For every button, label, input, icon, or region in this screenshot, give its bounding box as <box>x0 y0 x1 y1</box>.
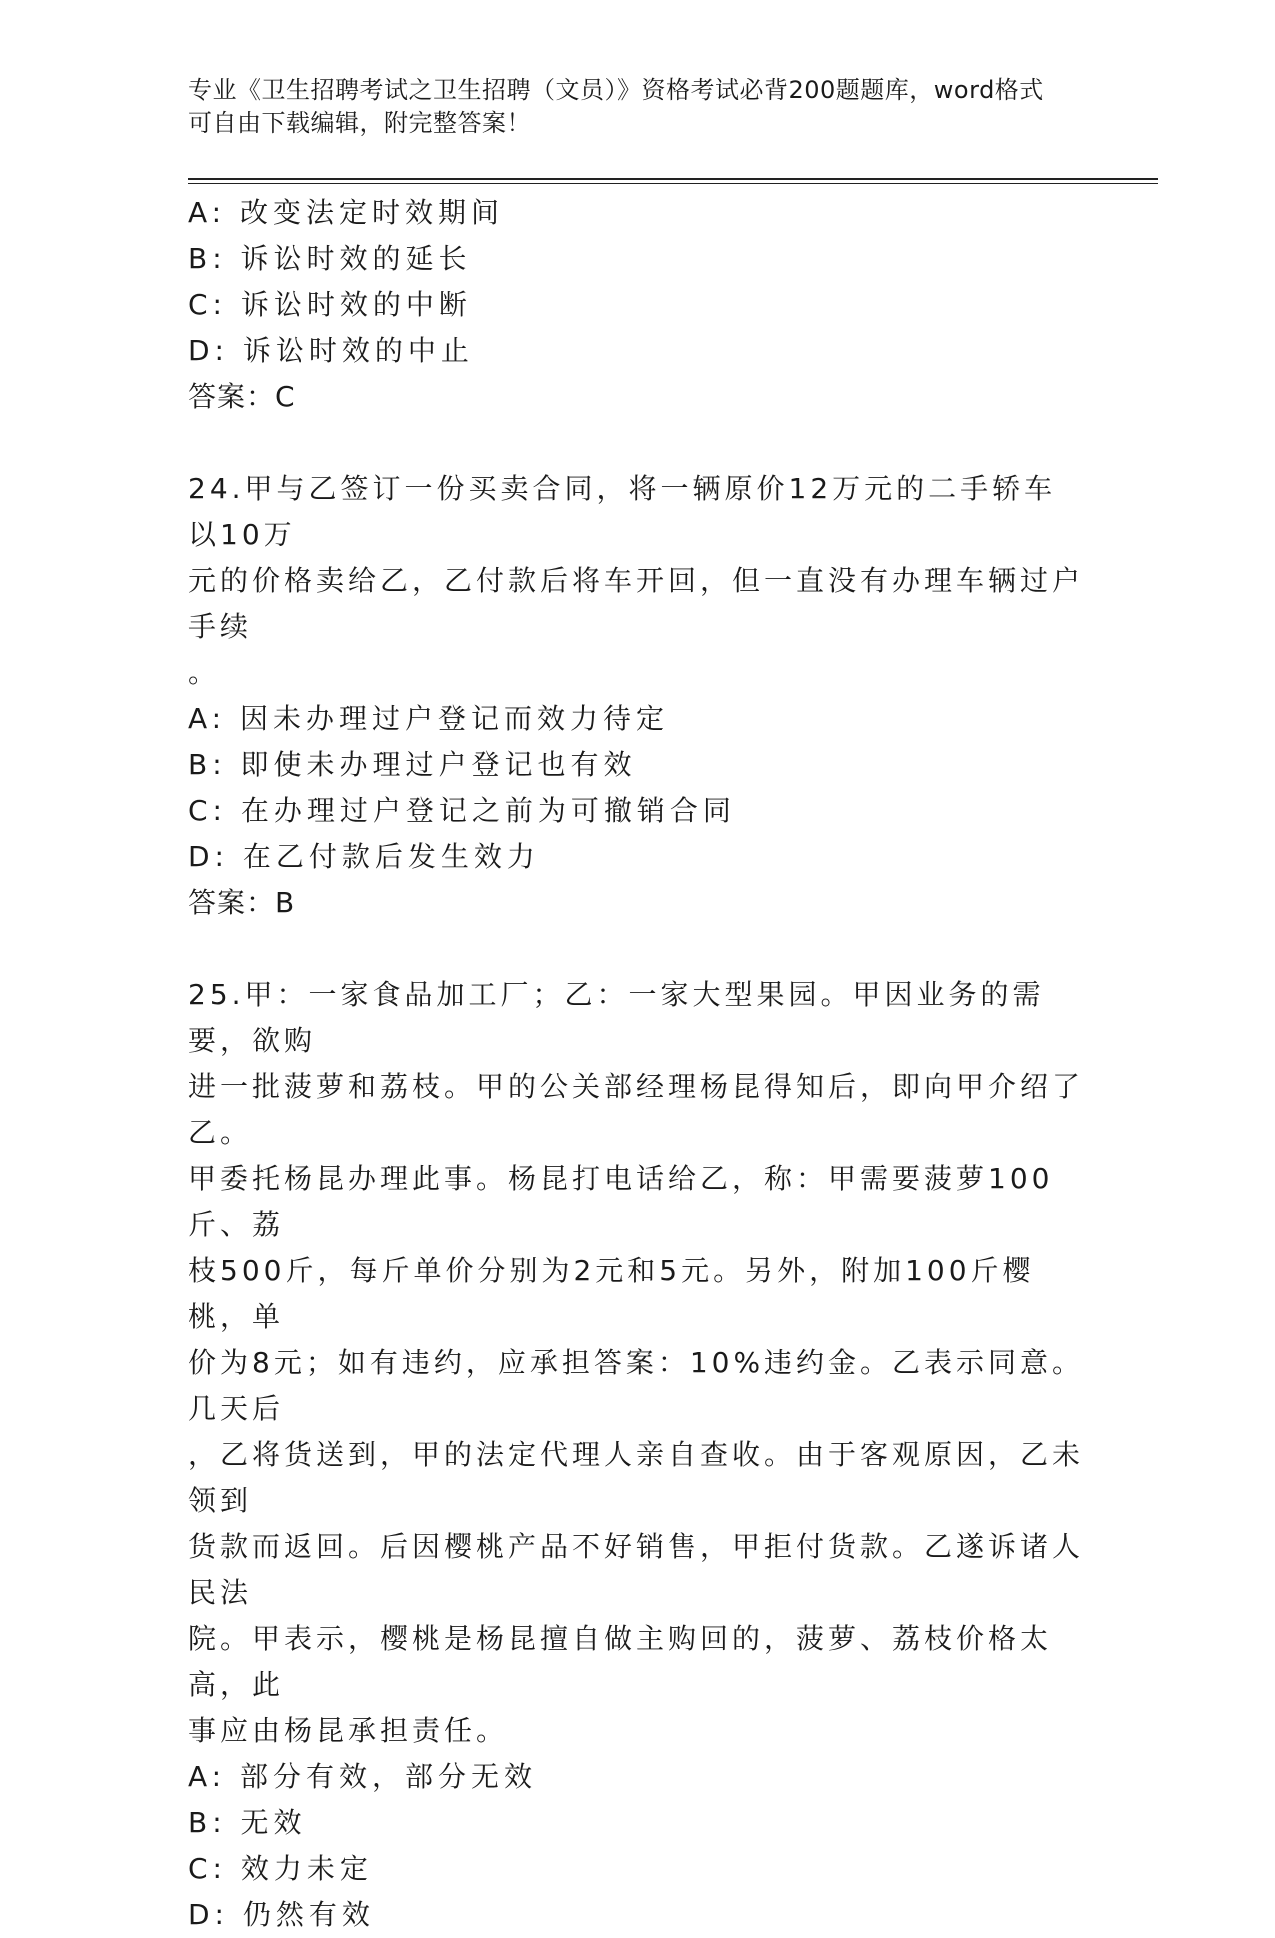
option-d: D: 在乙付款后发生效力 <box>188 840 540 873</box>
question-stem-line: 甲委托杨昆办理此事。杨昆打电话给乙，称：甲需要菠萝100斤、荔 <box>188 1162 1054 1241</box>
question-stem-line: ，乙将货送到，甲的法定代理人亲自查收。由于客观原因，乙未领到 <box>188 1438 1085 1517</box>
option-b: B: 即使未办理过户登记也有效 <box>188 748 637 781</box>
option-d: D: 仍然有效 <box>188 1898 375 1931</box>
option-d: D: 诉讼时效的中止 <box>188 334 474 367</box>
option-b: B: 无效 <box>188 1806 307 1839</box>
header-divider-thin <box>188 183 1158 184</box>
answer-line: 答案：C <box>188 380 296 413</box>
question-25 <box>188 972 1088 1938</box>
option-a: A: 改变法定时效期间 <box>188 196 504 229</box>
question-23 <box>188 190 1088 420</box>
option-c: C: 在办理过户登记之前为可撤销合同 <box>188 794 736 827</box>
option-b: B: 诉讼时效的延长 <box>188 242 472 275</box>
question-stem-line: 院。甲表示，樱桃是杨昆擅自做主购回的，菠萝、荔枝价格太高，此 <box>188 1622 1053 1701</box>
option-a: A: 因未办理过户登记而效力待定 <box>188 702 669 735</box>
option-a: A: 部分有效，部分无效 <box>188 1760 537 1793</box>
option-c: C: 效力未定 <box>188 1852 373 1885</box>
header-line-2: 可自由下载编辑，附完整答案！ <box>188 109 531 137</box>
question-24 <box>188 466 1088 926</box>
question-stem-line: 枝500斤，每斤单价分别为2元和5元。另外，附加100斤樱桃，单 <box>188 1254 1035 1333</box>
document-header <box>188 74 1068 140</box>
question-stem-line: 24.甲与乙签订一份买卖合同，将一辆原价12万元的二手轿车以10万 <box>188 472 1057 551</box>
question-stem-line: 。 <box>188 656 221 689</box>
question-stem-line: 货款而返回。后因樱桃产品不好销售，甲拒付货款。乙遂诉诸人民法 <box>188 1530 1085 1609</box>
document-body <box>188 190 1088 1938</box>
question-stem-line: 25.甲：一家食品加工厂；乙：一家大型果园。甲因业务的需要，欲购 <box>188 978 1045 1057</box>
question-stem-line: 进一批菠萝和荔枝。甲的公关部经理杨昆得知后，即向甲介绍了乙。 <box>188 1070 1085 1149</box>
question-stem-line: 价为8元；如有违约，应承担答案：10%违约金。乙表示同意。几天后 <box>188 1346 1085 1425</box>
header-line-1: 专业《卫生招聘考试之卫生招聘（文员）》资格考试必背200题题库，word格式 <box>188 76 1044 104</box>
question-stem-line: 事应由杨昆承担责任。 <box>188 1714 509 1747</box>
header-divider <box>188 178 1158 180</box>
option-c: C: 诉讼时效的中断 <box>188 288 472 321</box>
question-stem-line: 元的价格卖给乙，乙付款后将车开回，但一直没有办理车辆过户手续 <box>188 564 1085 643</box>
answer-line: 答案：B <box>188 886 296 919</box>
